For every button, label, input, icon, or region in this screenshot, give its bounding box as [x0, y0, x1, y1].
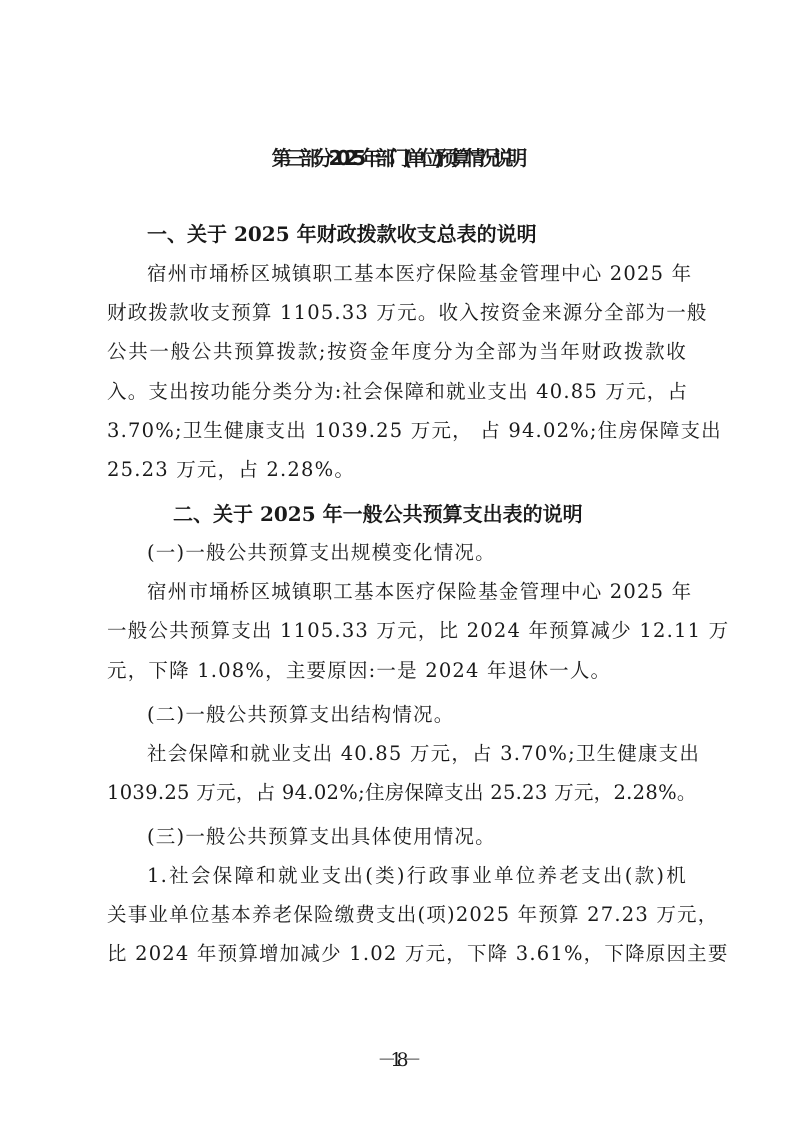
section-1-line-3: 公共一般公共预算拨款;按资金年度分为全部为当年财政拨款收	[107, 340, 687, 363]
subsection-1-line-1: 宿州市埇桥区城镇职工基本医疗保险基金管理中心 2025 年	[147, 580, 693, 603]
subsection-2-line-1: 社会保障和就业支出 40.85 万元，占 3.70%;卫生健康支出	[147, 742, 701, 765]
section-1-line-6: 25.23 万元，占 2.28%。	[107, 458, 356, 481]
page-number: － 18 －	[377, 1049, 416, 1071]
section-1-line-1: 宿州市埇桥区城镇职工基本医疗保险基金管理中心 2025 年	[147, 262, 693, 285]
subsection-3-line-2: 关事业单位基本养老保险缴费支出(项)2025 年预算 27.23 万元，	[107, 903, 719, 926]
subsection-1-line-2: 一般公共预算支出 1105.33 万元，比 2024 年预算减少 12.11 万	[107, 619, 730, 642]
subsection-1-line-3: 元，下降 1.08%，主要原因:一是 2024 年退休一人。	[107, 659, 612, 682]
section-1-heading: 一、关于 2025 年财政拨款收支总表的说明	[147, 222, 537, 246]
section-2-heading: 二、关于 2025 年一般公共预算支出表的说明	[173, 502, 583, 526]
section-1-line-5: 3.70%;卫生健康支出 1039.25 万元， 占 94.02%;住房保障支出	[107, 419, 722, 442]
subsection-2-heading: (二)一般公共预算支出结构情况。	[147, 703, 455, 726]
section-1-line-4: 入。支出按功能分类分为:社会保障和就业支出 40.85 万元，占	[107, 380, 689, 403]
page-title: 第三部分 2025 年部门(单位)预算情况说明	[271, 146, 522, 170]
subsection-3-heading: (三)一般公共预算支出具体使用情况。	[147, 825, 496, 848]
subsection-1-heading: (一)一般公共预算支出规模变化情况。	[147, 541, 496, 564]
subsection-3-line-1: 1.社会保障和就业支出(类)行政事业单位养老支出(款)机	[147, 864, 687, 887]
subsection-2-line-2: 1039.25 万元，占 94.02%;住房保障支出 25.23 万元，2.28%。	[107, 781, 697, 804]
section-1-line-2: 财政拨款收支预算 1105.33 万元。收入按资金来源分全部为一般	[107, 301, 708, 324]
subsection-3-line-3: 比 2024 年预算增加减少 1.02 万元，下降 3.61%，下降原因主要	[107, 942, 729, 965]
